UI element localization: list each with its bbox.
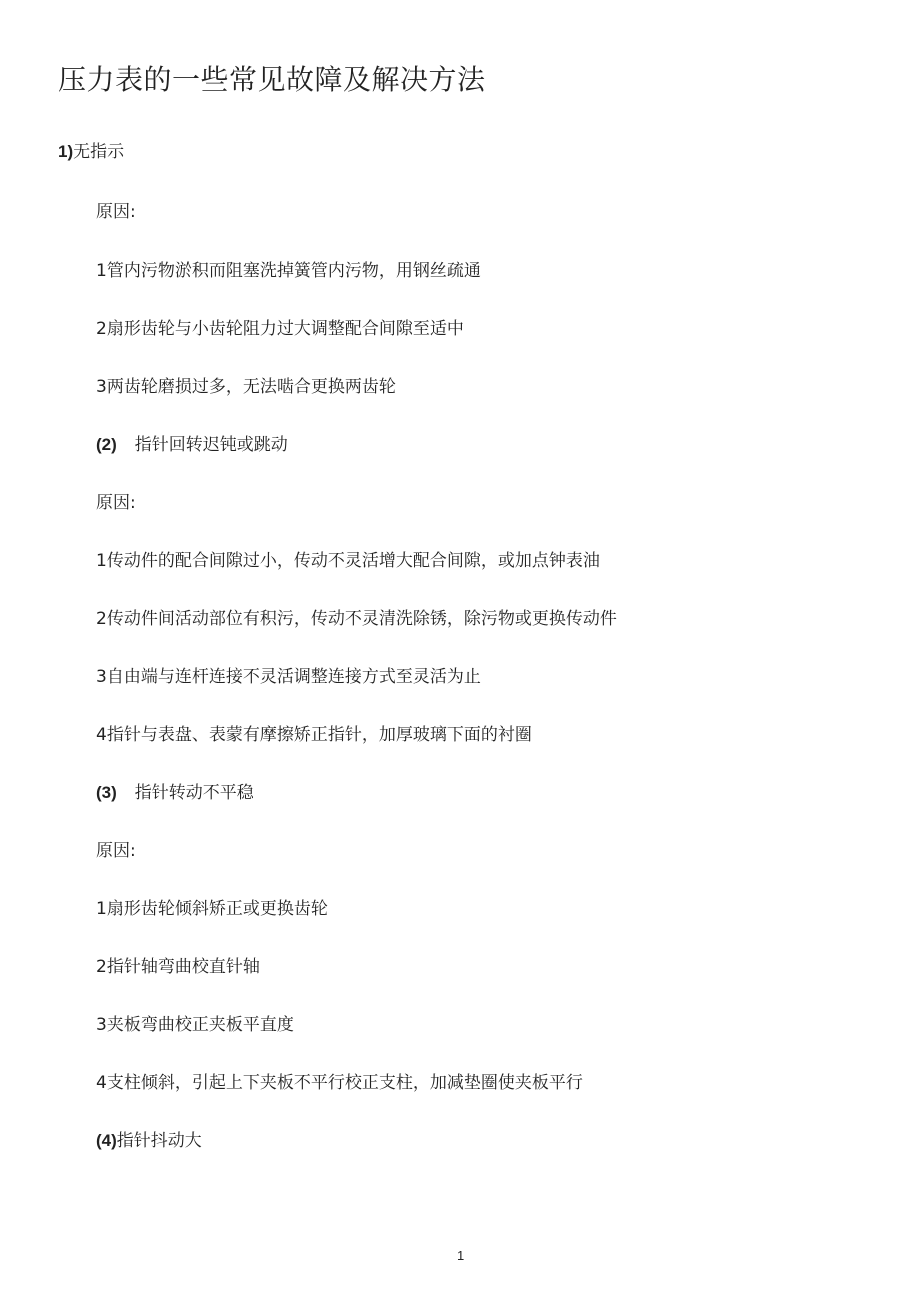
list-item — [96, 604, 617, 629]
item-text: 支柱倾斜，引起上下夹板不平行校正支柱，加减垫圈使夹板平行 — [106, 1073, 583, 1093]
page-number: 1 — [457, 1248, 465, 1263]
section-number: 1) — [58, 142, 74, 161]
list-item — [96, 256, 481, 281]
cause-label: 原因: — [96, 493, 136, 513]
list-item — [96, 372, 396, 397]
list-item — [96, 662, 481, 687]
item-text: 夹板弯曲校正夹板平直度 — [106, 1015, 294, 1035]
list-item — [96, 1010, 294, 1035]
item-number: 1 — [96, 261, 107, 281]
item-text: 两齿轮磨损过多，无法啮合更换两齿轮 — [106, 377, 396, 397]
cause-label: 原因: — [96, 841, 136, 861]
item-number: 2 — [96, 609, 107, 629]
list-item — [96, 720, 532, 745]
cause-label: 原因: — [96, 202, 136, 222]
page-title: 压力表的一些常见故障及解决方法 — [58, 63, 486, 96]
section-title: 无指示 — [73, 142, 125, 162]
list-item — [96, 314, 464, 339]
section-3-heading — [96, 778, 254, 803]
item-number: 1 — [96, 551, 107, 571]
list-item — [96, 894, 328, 919]
item-text: 管内污物淤积而阻塞洗掉簧管内污物，用钢丝疏通 — [106, 261, 481, 281]
item-number: 3 — [96, 667, 107, 687]
list-item — [96, 546, 600, 571]
item-number: 4 — [96, 725, 107, 745]
item-number: 2 — [96, 957, 107, 977]
item-text: 指针轴弯曲校直针轴 — [106, 957, 260, 977]
item-text: 自由端与连杆连接不灵活调整连接方式至灵活为止 — [106, 667, 481, 687]
item-number: 3 — [96, 1015, 107, 1035]
section-4-heading — [96, 1126, 202, 1151]
item-text: 扇形齿轮倾斜矫正或更换齿轮 — [106, 899, 328, 919]
item-text: 传动件间活动部位有积污，传动不灵清洗除锈，除污物或更换传动件 — [106, 609, 617, 629]
section-1-heading — [58, 137, 124, 162]
item-number: 1 — [96, 899, 107, 919]
item-number: 3 — [96, 377, 107, 397]
item-text: 指针与表盘、表蒙有摩擦矫正指针，加厚玻璃下面的衬圈 — [106, 725, 532, 745]
item-number: 2 — [96, 319, 107, 339]
list-item — [96, 1068, 583, 1093]
section-number: (3) — [96, 783, 117, 802]
item-text: 传动件的配合间隙过小，传动不灵活增大配合间隙，或加点钟表油 — [106, 551, 600, 571]
section-2-heading — [96, 430, 288, 455]
item-text: 扇形齿轮与小齿轮阻力过大调整配合间隙至适中 — [106, 319, 464, 339]
list-item — [96, 952, 260, 977]
section-title: 指针抖动大 — [116, 1131, 202, 1151]
section-title: 指针回转迟钝或跳动 — [134, 435, 288, 455]
section-number: (4) — [96, 1131, 117, 1150]
section-number: (2) — [96, 435, 117, 454]
item-number: 4 — [96, 1073, 107, 1093]
section-title: 指针转动不平稳 — [134, 783, 254, 803]
